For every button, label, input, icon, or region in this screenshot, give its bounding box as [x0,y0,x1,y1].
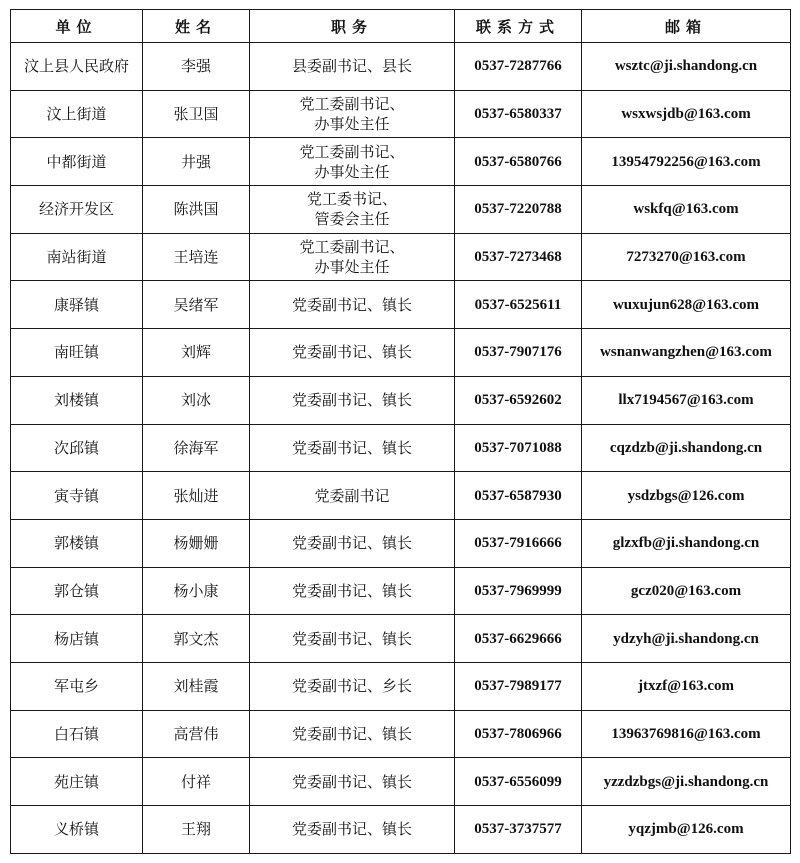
cell-unit: 汶上街道 [11,90,143,138]
cell-name: 付祥 [143,758,250,806]
cell-email: jtxzf@163.com [582,662,791,710]
cell-duty [250,710,455,758]
cell-phone: 0537-6587930 [455,472,582,520]
cell-unit: 经济开发区 [11,186,143,234]
cell-name: 井强 [143,138,250,186]
cell-unit: 军屯乡 [11,662,143,710]
cell-unit: 义桥镇 [11,806,143,854]
duty-line: 党工委副书记、 [299,142,405,161]
cell-duty [250,519,455,567]
table-row [11,329,791,377]
duty-line: 党委副书记、镇长 [291,724,412,743]
duty-line: 党委副书记、镇长 [291,629,412,648]
cell-phone: 0537-7220788 [455,186,582,234]
cell-email: gcz020@163.com [582,567,791,615]
table-row [11,662,791,710]
cell-email: ydzyh@ji.shandong.cn [582,615,791,663]
cell-email: wuxujun628@163.com [582,281,791,329]
duty-line: 办事处主任 [314,162,390,181]
duty-line: 党委副书记 [314,486,390,505]
cell-duty [250,281,455,329]
cell-email: ysdzbgs@126.com [582,472,791,520]
cell-name: 刘桂霞 [143,662,250,710]
cell-email: wsztc@ji.shandong.cn [582,43,791,91]
cell-duty [250,472,455,520]
table-row [11,615,791,663]
header-duty: 职务 [250,10,455,43]
cell-duty [250,329,455,377]
table-row [11,90,791,138]
table-row [11,233,791,281]
cell-duty [250,567,455,615]
cell-duty [250,424,455,472]
cell-email: llx7194567@163.com [582,376,791,424]
cell-unit: 次邱镇 [11,424,143,472]
cell-phone: 0537-7273468 [455,233,582,281]
cell-duty [250,138,455,186]
cell-phone: 0537-6525611 [455,281,582,329]
cell-email: yzzdzbgs@ji.shandong.cn [582,758,791,806]
duty-line: 党工委副书记、 [299,95,405,114]
cell-name: 张卫国 [143,90,250,138]
table-row [11,43,791,91]
cell-name: 陈洪国 [143,186,250,234]
cell-phone: 0537-7806966 [455,710,582,758]
cell-unit: 寅寺镇 [11,472,143,520]
header-email: 邮箱 [582,10,791,43]
cell-email: wsxwsjdb@163.com [582,90,791,138]
cell-phone: 0537-3737577 [455,806,582,854]
header-phone: 联系方式 [455,10,582,43]
contact-table [10,9,791,854]
cell-duty [250,233,455,281]
table-row [11,710,791,758]
cell-phone: 0537-7287766 [455,43,582,91]
table-body [11,43,791,854]
cell-phone: 0537-7071088 [455,424,582,472]
cell-email: 7273270@163.com [582,233,791,281]
cell-email: cqzdzb@ji.shandong.cn [582,424,791,472]
cell-duty [250,376,455,424]
duty-line: 党委副书记、镇长 [291,772,412,791]
cell-duty [250,186,455,234]
cell-unit: 南站街道 [11,233,143,281]
cell-email: 13963769816@163.com [582,710,791,758]
duty-line: 党委副书记、镇长 [291,295,412,314]
header-row [11,10,791,43]
duty-line: 党委副书记、乡长 [291,677,412,696]
cell-name: 杨小康 [143,567,250,615]
table-header [11,10,791,43]
cell-phone: 0537-6580766 [455,138,582,186]
table-row [11,186,791,234]
duty-line: 党委副书记、镇长 [291,820,412,839]
cell-unit: 郭仓镇 [11,567,143,615]
duty-line: 党委副书记、镇长 [291,438,412,457]
table-row [11,281,791,329]
table-row [11,519,791,567]
header-name: 姓名 [143,10,250,43]
table-row [11,758,791,806]
duty-line: 办事处主任 [314,115,390,134]
cell-email: wsnanwangzhen@163.com [582,329,791,377]
duty-line: 县委副书记、县长 [291,57,412,76]
duty-line: 党委副书记、镇长 [291,581,412,600]
cell-name: 王翔 [143,806,250,854]
cell-unit: 康驿镇 [11,281,143,329]
cell-name: 张灿进 [143,472,250,520]
cell-name: 高营伟 [143,710,250,758]
header-unit: 单位 [11,10,143,43]
cell-unit: 苑庄镇 [11,758,143,806]
cell-email: yqzjmb@126.com [582,806,791,854]
cell-phone: 0537-6556099 [455,758,582,806]
table-row [11,567,791,615]
cell-phone: 0537-6629666 [455,615,582,663]
cell-phone: 0537-7907176 [455,329,582,377]
table-row [11,376,791,424]
cell-name: 李强 [143,43,250,91]
cell-unit: 杨店镇 [11,615,143,663]
cell-phone: 0537-6580337 [455,90,582,138]
cell-duty [250,90,455,138]
duty-line: 党委副书记、镇长 [291,343,412,362]
cell-unit: 白石镇 [11,710,143,758]
cell-phone: 0537-7969999 [455,567,582,615]
cell-duty [250,758,455,806]
cell-email: 13954792256@163.com [582,138,791,186]
cell-name: 吴绪军 [143,281,250,329]
cell-duty [250,615,455,663]
duty-line: 办事处主任 [314,258,390,277]
cell-unit: 汶上县人民政府 [11,43,143,91]
table-row [11,472,791,520]
cell-phone: 0537-6592602 [455,376,582,424]
cell-unit: 刘楼镇 [11,376,143,424]
cell-name: 刘辉 [143,329,250,377]
cell-duty [250,806,455,854]
duty-line: 党委副书记、镇长 [291,391,412,410]
cell-name: 徐海军 [143,424,250,472]
cell-name: 王培连 [143,233,250,281]
cell-unit: 中都街道 [11,138,143,186]
cell-name: 杨姗姗 [143,519,250,567]
cell-duty [250,662,455,710]
table-row [11,138,791,186]
cell-unit: 郭楼镇 [11,519,143,567]
cell-email: glzxfb@ji.shandong.cn [582,519,791,567]
duty-line: 党工委书记、 [306,190,397,209]
cell-phone: 0537-7989177 [455,662,582,710]
cell-unit: 南旺镇 [11,329,143,377]
cell-duty [250,43,455,91]
duty-line: 党委副书记、镇长 [291,534,412,553]
duty-line: 管委会主任 [314,210,390,229]
duty-line: 党工委副书记、 [299,238,405,257]
cell-phone: 0537-7916666 [455,519,582,567]
cell-name: 郭文杰 [143,615,250,663]
cell-name: 刘冰 [143,376,250,424]
table-row [11,806,791,854]
table-row [11,424,791,472]
cell-email: wskfq@163.com [582,186,791,234]
